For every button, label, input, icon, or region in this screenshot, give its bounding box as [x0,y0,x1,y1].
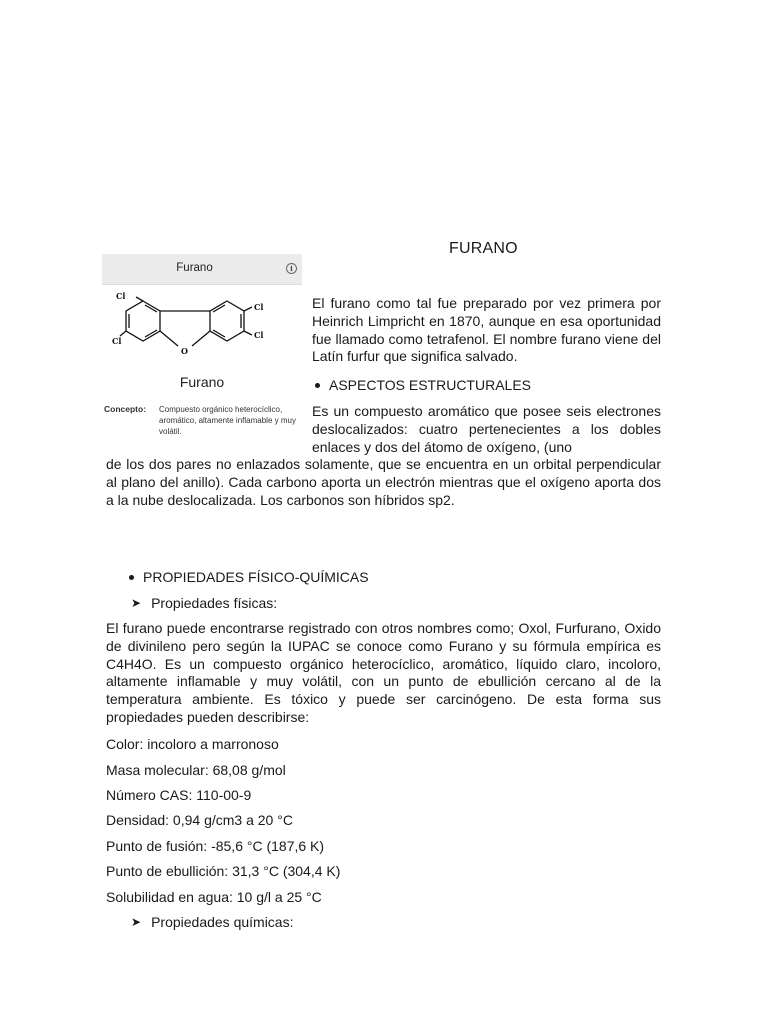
atom-cl-label: Cl [254,302,264,312]
property-item: Masa molecular: 68,08 g/mol [106,762,286,778]
property-item: Densidad: 0,94 g/cm3 a 20 °C [106,812,293,828]
furan-infobox [102,254,302,442]
subheading-label: Propiedades físicas: [151,595,278,611]
structural-paragraph: Es un compuesto aromático que posee seis electrones deslocalizados: cuatro pertenecientes a los dobles enlaces y dos del átomo de oxígeno, (uno [312,403,661,455]
subheading-label: Propiedades químicas: [151,914,294,930]
section-heading-structural [315,377,531,394]
atom-cl-label: Cl [112,336,122,346]
structural-paragraph-continued: de los dos pares no enlazados solamente, que se encuentra en un orbital perpendicular al plano del anillo). Cada carbono aporta un electrón mientras que el oxígeno aporta dos a la nube deslocalizada. Los carbonos son híbridos sp2. [106,456,661,508]
structure-caption: Furano [179,374,225,390]
subheading-chemical [131,914,293,931]
property-item: Número CAS: 110-00-9 [106,787,252,803]
arrow-bullet-icon: ➤ [131,915,142,929]
atom-cl-label: Cl [254,330,264,340]
arrow-bullet-icon: ➤ [131,596,142,610]
bullet-icon [315,383,320,388]
property-item: Punto de fusión: -85,6 °C (187,6 K) [106,838,325,854]
infobox-title: Furano [176,262,213,274]
property-item: Punto de ebullición: 31,3 °C (304,4 K) [106,863,341,879]
intro-paragraph: El furano como tal fue preparado por vez primera por Heinrich Limpricht en 1870, aunque en esa oportunidad fue llamado como tetrafenol. El nombre furano viene del Latín furfur que significa salvado. [312,295,661,365]
infobox-header [102,254,302,285]
concept-label: Concepto: [104,404,147,414]
concept-text: Compuesto orgánico heterocíclico, aromático, altamente inflamable y muy volátil. [159,405,296,436]
subheading-physical [131,595,277,612]
physical-properties-paragraph: El furano puede encontrarse registrado con otros nombres como; Oxol, Furfurano, Oxido de divinileno pero según la IUPAC se conoce como Furano y su fórmula empírica es C4H4O. Es un compuesto orgánico heterocíclico, aromático, líquido claro, incoloro, altamente inflamable y muy volátil, con un punto de ebullición cercano al de la temperatura ambiente. Es tóxico y puede ser carcinógeno. De esta forma sus propiedades pueden describirse: [106,620,661,725]
section-heading-label: PROPIEDADES FÍSICO-QUÍMICAS [143,569,369,585]
structural-formula-diagram [112,288,292,372]
property-item: Solubilidad en agua: 10 g/l a 25 °C [106,889,322,905]
atom-cl-label: Cl [116,291,126,301]
section-heading-properties [129,569,369,586]
bullet-icon [129,575,134,580]
property-item: Color: incoloro a marronoso [106,736,279,752]
page-title: FURANO [449,240,518,257]
section-heading-label: ASPECTOS ESTRUCTURALES [329,377,532,393]
atom-o-label: O [181,346,188,356]
info-icon[interactable]: i [286,263,297,274]
